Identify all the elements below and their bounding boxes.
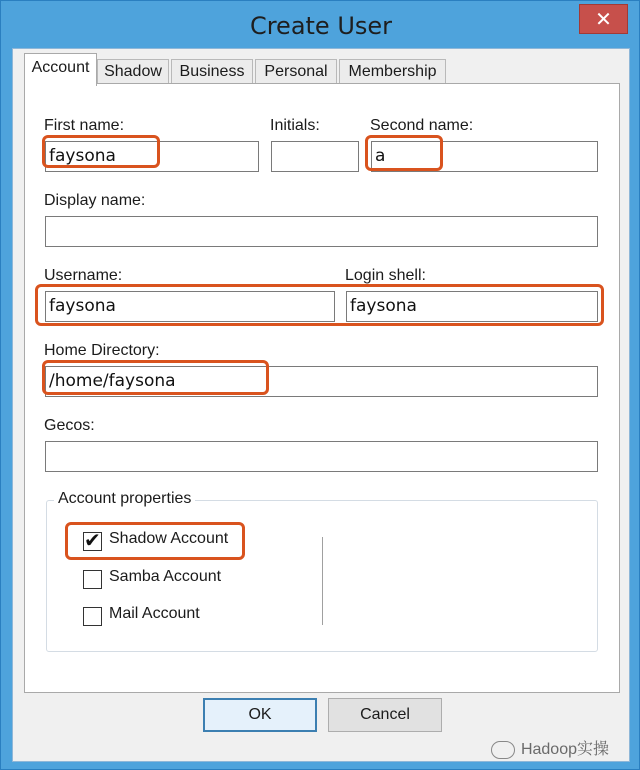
first-name-input[interactable]: faysona (45, 141, 259, 172)
ok-button[interactable]: OK (203, 698, 317, 732)
second-name-input[interactable]: a (371, 141, 598, 172)
group-divider (322, 537, 323, 625)
check-icon: ✔ (84, 528, 101, 552)
home-directory-input[interactable]: /home/faysona (45, 366, 598, 397)
display-name-label: Display name: (44, 192, 146, 209)
samba-account-checkbox[interactable] (83, 570, 102, 589)
second-name-label: Second name: (370, 117, 474, 134)
tab-personal[interactable]: Personal (255, 59, 337, 85)
close-button[interactable] (579, 4, 628, 34)
first-name-label: First name: (44, 117, 125, 134)
tab-business[interactable]: Business (171, 59, 253, 85)
samba-account-label: Samba Account (109, 568, 222, 585)
account-properties-title: Account properties (54, 490, 195, 508)
initials-input[interactable] (271, 141, 359, 172)
login-shell-label: Login shell: (345, 267, 426, 284)
watermark-text: Hadoop实操 (520, 741, 609, 758)
tab-membership[interactable]: Membership (339, 59, 446, 85)
username-input[interactable]: faysona (45, 291, 335, 322)
account-properties-group (46, 490, 598, 652)
tab-shadow[interactable]: Shadow (97, 59, 169, 85)
initials-label: Initials: (270, 117, 320, 134)
shadow-account-checkbox[interactable] (83, 528, 102, 552)
watermark (491, 736, 609, 759)
window-title: Create User (249, 12, 393, 40)
tab-account[interactable]: Account (24, 53, 97, 86)
shadow-account-label: Shadow Account (109, 530, 229, 547)
close-icon: ✕ (595, 7, 612, 31)
username-label: Username: (44, 267, 123, 284)
wechat-icon (491, 741, 515, 759)
gecos-label: Gecos: (44, 417, 95, 434)
mail-account-checkbox[interactable] (83, 607, 102, 626)
dialog-client (12, 48, 630, 762)
cancel-button[interactable]: Cancel (328, 698, 442, 732)
mail-account-label: Mail Account (109, 605, 200, 622)
gecos-input[interactable] (45, 441, 598, 472)
display-name-input[interactable] (45, 216, 598, 247)
home-directory-label: Home Directory: (44, 342, 160, 359)
login-shell-input[interactable]: faysona (346, 291, 598, 322)
